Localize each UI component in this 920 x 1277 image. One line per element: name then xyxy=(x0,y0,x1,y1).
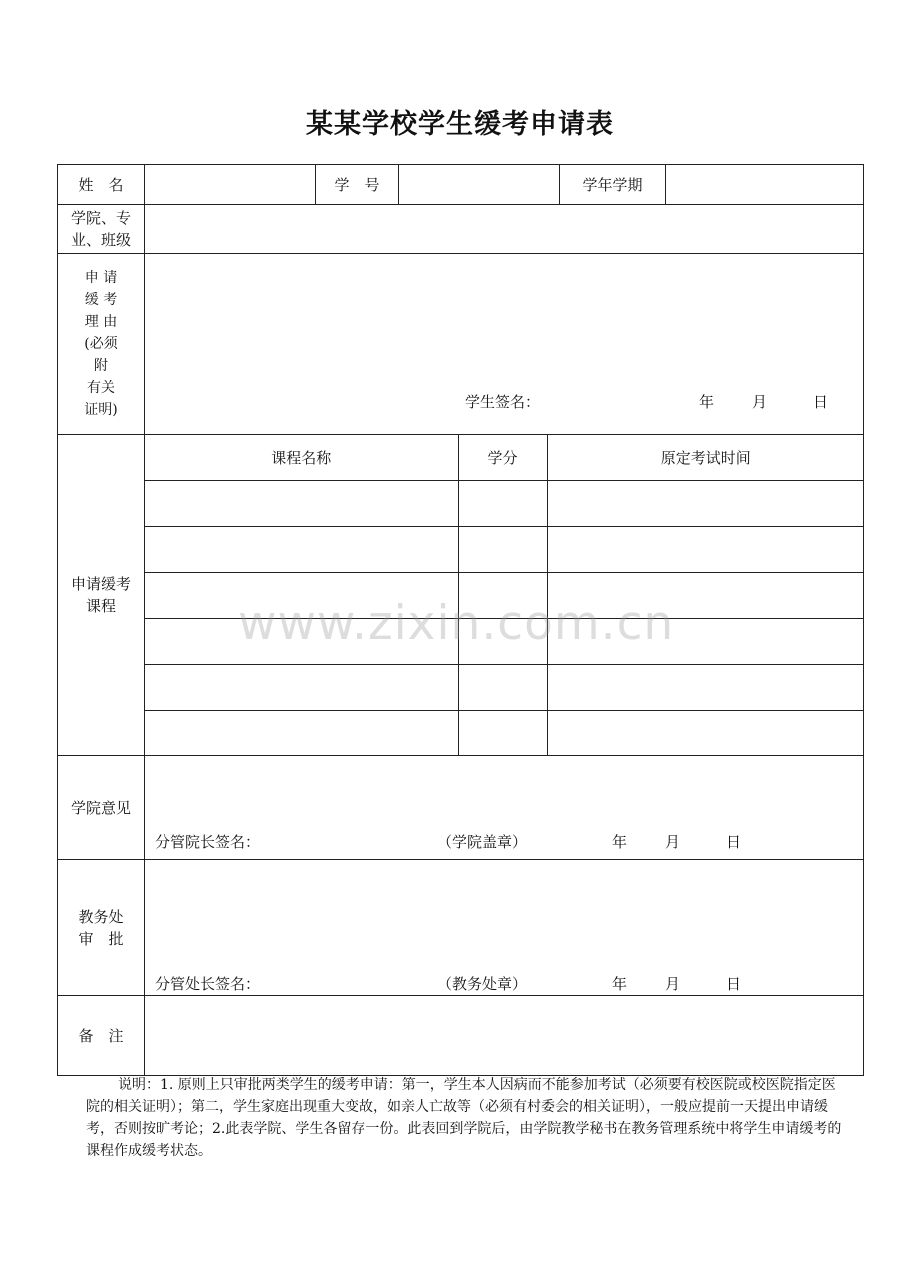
reason-label-line: 缓 考 xyxy=(84,292,118,308)
courses-header-row xyxy=(145,435,864,480)
academic-affairs-label-line: 审 批 xyxy=(78,929,124,948)
credit-header: 学分 xyxy=(458,435,547,480)
exam-time-cell[interactable] xyxy=(547,572,864,618)
table-row xyxy=(145,480,864,526)
term-label: 学年学期 xyxy=(560,165,666,205)
credit-cell[interactable] xyxy=(458,526,547,572)
director-signature-label: 分管处长签名： xyxy=(155,975,261,993)
reason-label-line: 证明) xyxy=(84,402,118,418)
student-id-label: 学 号 xyxy=(316,165,399,205)
name-label: 姓 名 xyxy=(58,165,145,205)
reason-label xyxy=(58,254,145,435)
academic-affairs-seal-label: （教务处章） xyxy=(437,975,528,993)
college-opinion-row xyxy=(58,756,864,860)
exam-time-header: 原定考试时间 xyxy=(547,435,864,480)
exam-time-cell[interactable] xyxy=(547,618,864,664)
course-name-cell[interactable] xyxy=(145,710,458,755)
courses-label xyxy=(58,435,145,756)
reason-month-label: 月 xyxy=(752,393,768,411)
college-year-label: 年 xyxy=(612,833,628,851)
college-seal-label: （学院盖章） xyxy=(437,833,528,851)
credit-cell[interactable] xyxy=(458,480,547,526)
table-row xyxy=(145,526,864,572)
academic-affairs-year-label: 年 xyxy=(612,975,628,993)
dept-row xyxy=(58,205,864,254)
academic-affairs-label-line: 教务处 xyxy=(78,907,124,926)
courses-table-cell xyxy=(145,435,864,756)
explanatory-note: 说明：1. 原则上只审批两类学生的缓考申请：第一，学生本人因病而不能参加考试（必须要有校医院或校医院指定医院的相关证明）；第二，学生家庭出现重大变故，如亲人亡故等（必须有村委会的相关证明），一般应提前一天提出申请缓考，否则按旷考论；2.此表学院、学生各留存一份。此表回到学院后，由学院教学秘书在教务管理系统中将学生申请缓考的课程作成缓考状态。 xyxy=(86,1077,842,1159)
reason-label-line: 有关 xyxy=(87,380,115,396)
credit-cell[interactable] xyxy=(458,710,547,755)
table-row xyxy=(145,710,864,755)
college-opinion-label: 学院意见 xyxy=(58,756,145,860)
dean-signature-label: 分管院长签名： xyxy=(155,833,261,851)
reason-year-label: 年 xyxy=(699,393,715,411)
course-name-cell[interactable] xyxy=(145,618,458,664)
dept-label-line-2: 业、班级 xyxy=(70,231,131,249)
term-field[interactable] xyxy=(666,165,864,205)
courses-row xyxy=(58,435,864,756)
table-row xyxy=(145,664,864,710)
academic-affairs-day-label: 日 xyxy=(726,975,742,993)
student-signature-label: 学生签名： xyxy=(465,393,541,411)
remarks-label: 备 注 xyxy=(58,996,145,1076)
credit-cell[interactable] xyxy=(458,572,547,618)
page-title: 某某学校学生缓考申请表 xyxy=(306,109,614,140)
table-row xyxy=(145,618,864,664)
academic-affairs-month-label: 月 xyxy=(665,975,681,993)
course-name-cell[interactable] xyxy=(145,526,458,572)
dept-field[interactable] xyxy=(145,205,864,254)
courses-label-line: 课程 xyxy=(85,597,116,615)
reason-day-label: 日 xyxy=(813,393,829,411)
courses-table xyxy=(145,435,864,755)
dept-label-line-1: 学院、专 xyxy=(70,209,131,227)
academic-affairs-row xyxy=(58,860,864,996)
reason-field[interactable] xyxy=(145,254,864,435)
remarks-row xyxy=(58,996,864,1076)
student-id-field[interactable] xyxy=(399,165,560,205)
application-form xyxy=(57,164,864,1076)
credit-cell[interactable] xyxy=(458,618,547,664)
reason-label-line: 理 由 xyxy=(84,314,118,330)
exam-time-cell[interactable] xyxy=(547,526,864,572)
reason-label-line: (必须 xyxy=(84,336,118,352)
college-day-label: 日 xyxy=(726,833,742,851)
college-opinion-field[interactable] xyxy=(145,756,864,860)
academic-affairs-field[interactable] xyxy=(145,860,864,996)
college-month-label: 月 xyxy=(665,833,681,851)
exam-time-cell[interactable] xyxy=(547,480,864,526)
watermark: www.zixin.com.cn xyxy=(238,596,675,651)
course-name-cell[interactable] xyxy=(145,664,458,710)
exam-time-cell[interactable] xyxy=(547,664,864,710)
table-row xyxy=(145,572,864,618)
reason-label-line: 申 请 xyxy=(84,270,118,286)
remarks-field[interactable] xyxy=(145,996,864,1076)
exam-time-cell[interactable] xyxy=(547,710,864,755)
credit-cell[interactable] xyxy=(458,664,547,710)
course-name-cell[interactable] xyxy=(145,480,458,526)
header-row xyxy=(58,165,864,205)
course-name-header: 课程名称 xyxy=(145,435,458,480)
name-field[interactable] xyxy=(145,165,316,205)
courses-label-line: 申请缓考 xyxy=(70,575,131,593)
dept-label xyxy=(58,205,145,254)
reason-label-line: 附 xyxy=(94,358,108,374)
academic-affairs-label xyxy=(58,860,145,996)
reason-row xyxy=(58,254,864,435)
course-name-cell[interactable] xyxy=(145,572,458,618)
